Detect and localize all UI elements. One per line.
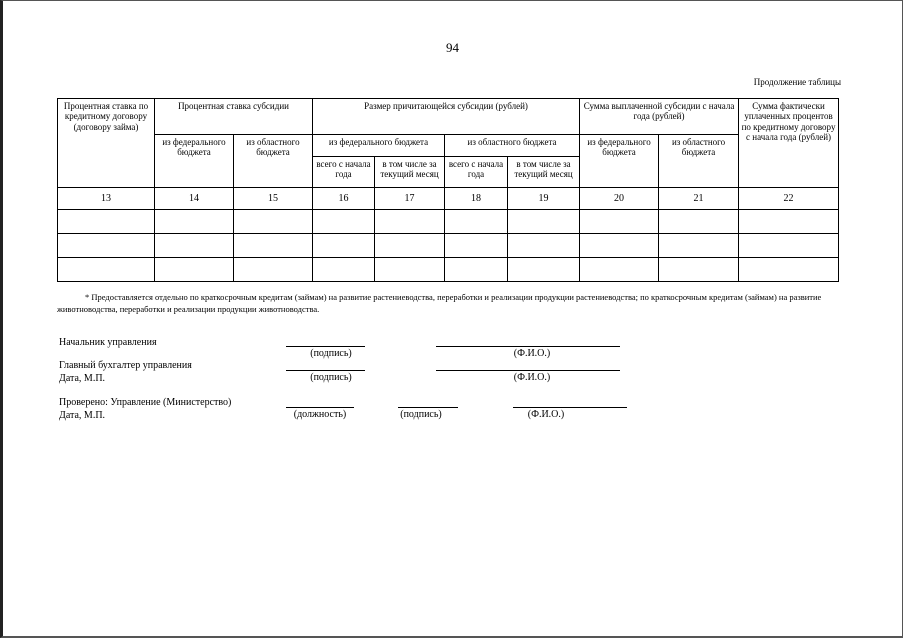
table-cell xyxy=(659,210,739,234)
table-row xyxy=(58,210,839,234)
table-cell xyxy=(580,210,659,234)
signature-caption: (подпись) xyxy=(310,348,352,359)
table-cell xyxy=(375,234,445,258)
header-subsidy-amount: Размер причитающейся субсидии (рублей) xyxy=(313,99,580,135)
signature-line xyxy=(398,407,458,408)
table-cell xyxy=(58,258,155,282)
date-stamp-label: Дата, М.П. xyxy=(59,373,106,384)
header-paid-regional: из областного бюджета xyxy=(659,135,739,188)
signature-caption: (подпись) xyxy=(310,372,352,383)
table-cell xyxy=(58,234,155,258)
column-number: 17 xyxy=(375,188,445,210)
column-number-row xyxy=(58,188,839,210)
head-of-department-label: Начальник управления xyxy=(59,337,157,348)
fio-caption: (Ф.И.О.) xyxy=(513,372,551,383)
table-cell xyxy=(155,258,234,282)
subsidy-table xyxy=(57,98,839,282)
table-cell xyxy=(375,258,445,282)
table-cell xyxy=(739,258,839,282)
column-number: 22 xyxy=(739,188,839,210)
table-cell xyxy=(234,234,313,258)
table-row xyxy=(58,234,839,258)
table-cell xyxy=(313,258,375,282)
table-cell xyxy=(234,210,313,234)
table-cell xyxy=(313,210,375,234)
fio-line xyxy=(436,370,620,371)
table-cell xyxy=(445,258,508,282)
header-federal-month: в том числе за текущий месяц xyxy=(375,157,445,188)
table-cell xyxy=(58,210,155,234)
table-cell xyxy=(155,210,234,234)
table-cell xyxy=(445,210,508,234)
position-caption: (должность) xyxy=(293,409,347,420)
header-regional-month: в том числе за текущий месяц xyxy=(508,157,580,188)
table-cell xyxy=(739,210,839,234)
header-amount-federal: из федерального бюджета xyxy=(313,135,445,157)
header-rate-federal: из федерального бюджета xyxy=(155,135,234,188)
fio-line xyxy=(436,346,620,347)
table-row xyxy=(58,258,839,282)
table-cell xyxy=(155,234,234,258)
table-cell xyxy=(739,234,839,258)
header-col-13: Процентная ставка по кредитному договору (договору займа) xyxy=(58,99,155,188)
footnote: * Предоставляется отдельно по краткосрочным кредитам (займам) на развитие растениеводства, переработки и реализации продукции растениеводства; по краткосрочным кредитам (займам) на развитие животноводства, переработки и реализации продукции животноводства. xyxy=(57,292,822,314)
position-line xyxy=(286,407,354,408)
column-number: 16 xyxy=(313,188,375,210)
header-amount-regional: из областного бюджета xyxy=(445,135,580,157)
column-number: 19 xyxy=(508,188,580,210)
table-cell xyxy=(580,258,659,282)
column-number: 15 xyxy=(234,188,313,210)
table-cell xyxy=(659,234,739,258)
signature-caption: (подпись) xyxy=(400,409,442,420)
date-stamp-label: Дата, М.П. xyxy=(59,410,106,421)
column-number: 20 xyxy=(580,188,659,210)
fio-caption: (Ф.И.О.) xyxy=(527,409,565,420)
column-number: 21 xyxy=(659,188,739,210)
header-federal-total: всего с начала года xyxy=(313,157,375,188)
table-cell xyxy=(375,210,445,234)
table-cell xyxy=(580,234,659,258)
header-regional-total: всего с начала года xyxy=(445,157,508,188)
fio-line xyxy=(513,407,627,408)
table-cell xyxy=(313,234,375,258)
signature-line xyxy=(286,370,365,371)
verified-by-label: Проверено: Управление (Министерство) xyxy=(59,397,232,408)
fio-caption: (Ф.И.О.) xyxy=(513,348,551,359)
page-number: 94 xyxy=(446,40,459,55)
column-number: 18 xyxy=(445,188,508,210)
header-paid-federal: из федерального бюджета xyxy=(580,135,659,188)
table-cell xyxy=(659,258,739,282)
header-subsidy-rate: Процентная ставка субсидии xyxy=(155,99,313,135)
header-paid-subsidy: Сумма выплаченной субсидии с начала года (рублей) xyxy=(580,99,739,135)
table-cell xyxy=(508,210,580,234)
column-number: 14 xyxy=(155,188,234,210)
table-cell xyxy=(445,234,508,258)
table-cell xyxy=(234,258,313,282)
column-number: 13 xyxy=(58,188,155,210)
chief-accountant-label: Главный бухгалтер управления xyxy=(59,360,192,371)
table-cell xyxy=(508,234,580,258)
header-rate-regional: из областного бюджета xyxy=(234,135,313,188)
signature-line xyxy=(286,346,365,347)
table-cell xyxy=(508,258,580,282)
header-col-22: Сумма фактически уплаченных процентов по кредитному договору с начала года (рублей) xyxy=(739,99,839,188)
table-continuation-label: Продолжение таблицы xyxy=(753,77,841,87)
